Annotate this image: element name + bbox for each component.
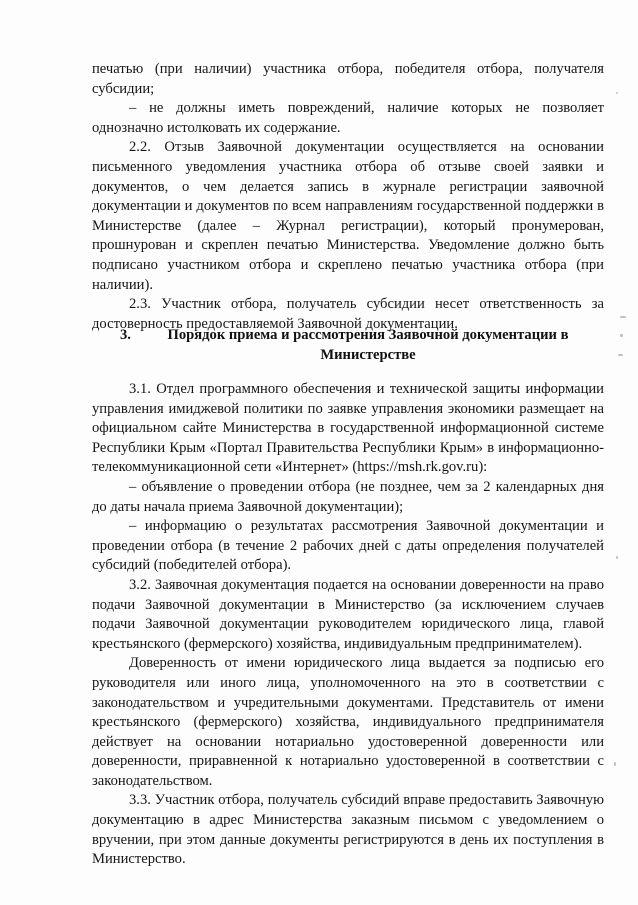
- paragraph-intro: печатью (при наличии) участника отбора, победителя отбора, получателя субсидии;: [92, 61, 604, 97]
- section2-continuation: [92, 60, 604, 334]
- paragraph-3-1-b: – информацию о результатах рассмотрения Заявочной документации и проведении отбора (в течение 2 рабочих дней с даты определения получателей субсидий (победителей отбора).: [92, 518, 604, 574]
- scan-speck: [618, 354, 623, 356]
- scan-speck: [616, 92, 618, 94]
- paragraph-3-1: 3.1. Отдел программного обеспечения и технической защиты информации управления имиджевой политики по заявке управления экономики размещает на официальном сайте Министерства в государственной информационной системе Республики Крым «Портал Правительства Республики Крым» в информационно- телекоммуникационной сети «Интернет» (https://msh.rk.gov.ru):: [92, 381, 604, 476]
- scan-speck: [620, 316, 626, 318]
- section3-number: 3.: [120, 327, 131, 343]
- paragraph-power-of-attorney: Доверенность от имени юридического лица выдается за подписью его руководителя или иного лица, уполномоченного на это в соответствии с законодательством и учредительными документами. Представитель от имени крестьянского (фермерского) хозяйства, индивидуального предпринимателя действует на основании нотариально удостоверенной доверенности или доверенности, приравненной к нотариально удостоверенной в соответствии с законодательством.: [92, 655, 604, 789]
- paragraph-3-2: 3.2. Заявочная документация подается на основании доверенности на право подачи Заявочной документации в Министерство (за исключением случаев подачи Заявочной документации руководителем юридического лица, главой крестьянского (фермерского) хозяйства, индивидуальным предпринимателем).: [92, 576, 604, 652]
- scan-speck: [616, 556, 618, 559]
- section3-title: Порядок приема и рассмотрения Заявочной документации в Министерстве: [167, 327, 569, 363]
- scan-speck: [614, 762, 616, 766]
- section3-heading: [92, 326, 604, 365]
- paragraph-2-2: 2.2. Отзыв Заявочной документации осуществляется на основании письменного уведомления участника отбора об отзыве своей заявки и документов, о чем делается запись в журнале регистрации заявочной документации и документов по всем направлениям государственной поддержки в Министерстве (далее – Журнал регистрации), который пронумерован, прошнурован и скреплен печатью Министерства. Уведомление должно быть подписано участником отбора и скреплено печатью участника отбора (при наличии).: [92, 139, 604, 293]
- paragraph-3-3: 3.3. Участник отбора, получатель субсидий вправе предоставить Заявочную документацию в адрес Министерства заказным письмом с уведомлением о вручении, при этом данные документы регистрируются в день их поступления в Министерство.: [92, 792, 604, 868]
- scan-speck: [620, 334, 623, 337]
- paragraph-2-3: 2.3. Участник отбора, получатель субсидии несет ответственность за достоверность предоставляемой Заявочной документации.: [92, 296, 604, 332]
- paragraph-damage: – не должны иметь повреждений, наличие которых не позволяет однозначно истолковать их содержание.: [92, 100, 604, 136]
- section3-body: [92, 380, 604, 870]
- paragraph-3-1-a: – объявление о проведении отбора (не позднее, чем за 2 календарных дня до даты начала приема Заявочной документации);: [92, 478, 604, 515]
